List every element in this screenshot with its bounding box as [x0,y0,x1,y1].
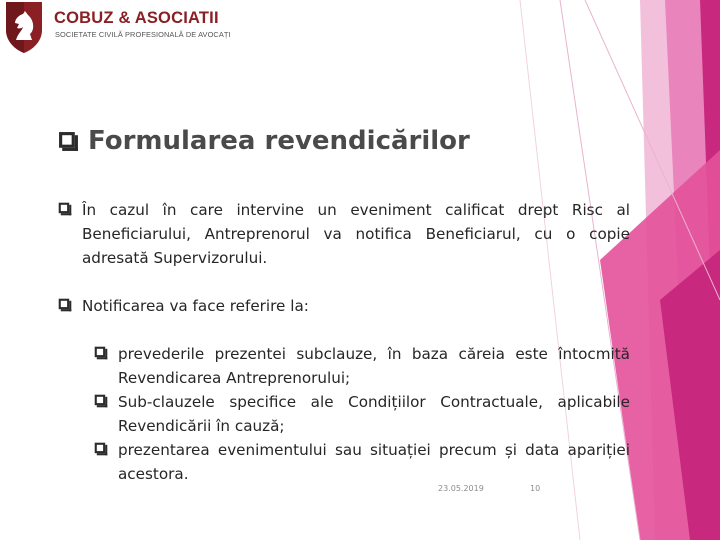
paragraph-text: Notificarea va face referire la: [82,297,309,315]
footer-date: 23.05.2019 [438,484,484,493]
paragraph-notification [58,294,630,318]
list-item-text: prevederile prezentei subclauze, în baza căreia este întocmită Revendicarea Antreprenorului; [118,345,630,387]
paragraph-text: În cazul în care intervine un eveniment calificat drept Risc al Beneficiarului, Antreprenorul va notifica Beneficiarul, cu o copie adresată Supervizorului. [82,201,630,267]
list-item-text: prezentarea evenimentului sau situației precum și data apariției acestora. [118,441,630,483]
logo-company-subtitle: SOCIETATE CIVILĂ PROFESIONALĂ DE AVOCAȚI [55,30,231,39]
q-bullet-icon [94,346,108,360]
company-logo [2,0,231,56]
q-bullet-icon [94,394,108,408]
q-bullet-icon [94,442,108,456]
paragraph-risk [58,198,630,270]
q-bullet-icon [58,298,72,312]
q-bullet-icon [58,131,79,152]
slide-title-text: Formularea revendicărilor [88,126,470,156]
logo-company-name: COBUZ & ASOCIATII [54,9,219,27]
list-item [94,342,630,390]
list-item [94,390,630,438]
footer-page-number: 10 [530,484,541,493]
list-item-text: Sub-clauzele specifice ale Condițiilor Contractuale, aplicabile Revendicării în cauză; [118,393,630,435]
list-item [94,438,630,486]
slide-title [58,124,470,158]
knight-logo-icon [2,0,46,54]
q-bullet-icon [58,202,72,216]
